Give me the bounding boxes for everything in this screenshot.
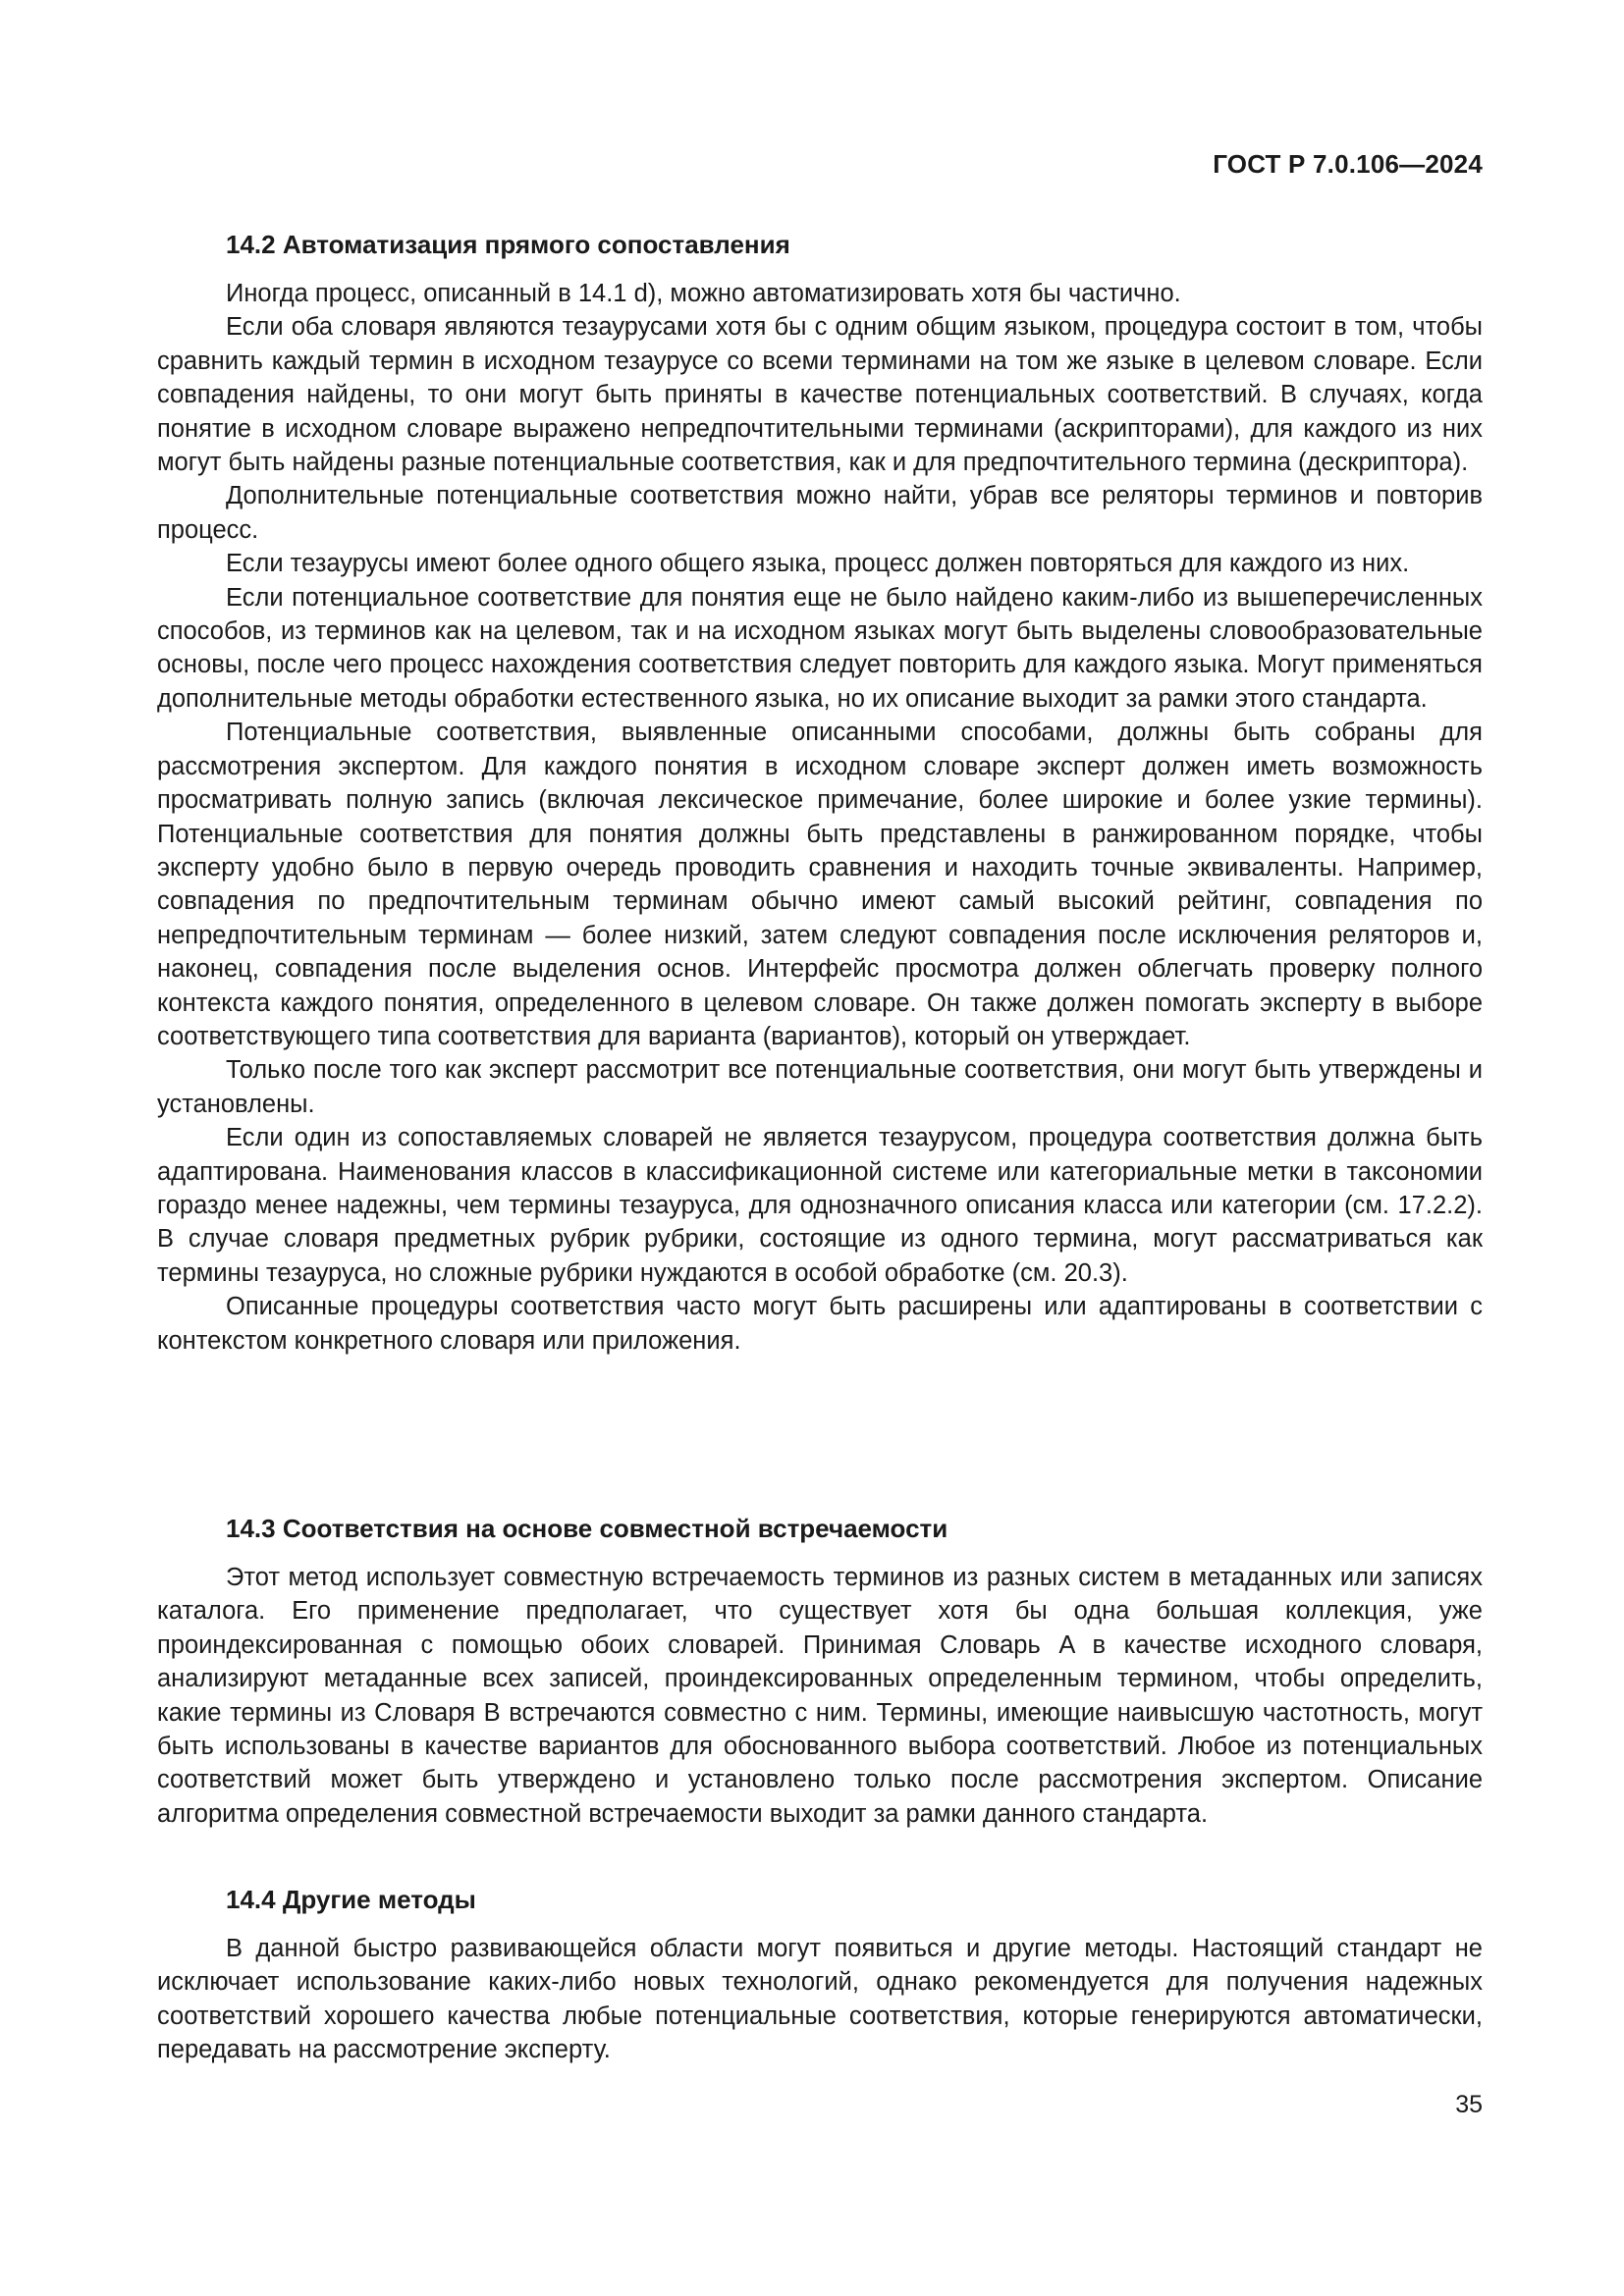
paragraph: Если тезаурусы имеют более одного общего языка, процесс должен повторяться для каждого из них. [226,550,1410,578]
page-number: 35 [1455,2091,1483,2118]
paragraph: Только после того как эксперт рассмотрит все потенциальные соответствия, они могут быть утверждены и установлены. [157,1056,1483,1118]
paragraph: Если потенциальное соответствие для понятия еще не было найдено каким-либо из вышеперечисленных способов, из терминов как на целевом, так и на исходном языках могут быть выделены словообразовательные основы, после чего процесс нахождения соответствия следует повторить для каждого языка. Могут применяться дополнительные методы обработки естественного языка, но их описание выходит за рамки этого стандарта. [157,583,1483,713]
section-14-2 [157,228,1483,1358]
section-title: 14.2 Автоматизация прямого сопоставления [226,230,790,259]
section-title: 14.3 Соответствия на основе совместной встречаемости [226,1514,948,1543]
paragraph: Этот метод использует совместную встречаемость терминов из разных систем в метаданных или записях каталога. Его применение предполагает, что существует хотя бы одна большая коллекция, уже проиндексированная с помощью обоих словарей. Принимая Словарь A в качестве исходного словаря, анализируют метаданные всех записей, проиндексированных определенным термином, чтобы определить, какие термины из Словаря B встречаются совместно с ним. Термины, имеющие наивысшую частотность, могут быть использованы в качестве вариантов для обоснованного выбора соответствий. Любое из потенциальных соответствий может быть утверждено и установлено только после рассмотрения экспертом. Описание алгоритма определения совместной встречаемости выходит за рамки данного стандарта. [157,1564,1483,1828]
paragraph: Описанные процедуры соответствия часто могут быть расширены или адаптированы в соответствии с контекстом конкретного словаря или приложения. [157,1293,1483,1355]
paragraph: Дополнительные потенциальные соответствия можно найти, убрав все реляторы терминов и повторив процесс. [157,482,1483,544]
paragraph: Потенциальные соответствия, выявленные описанными способами, должны быть собраны для рассмотрения экспертом. Для каждого понятия в исходном словаре эксперт должен иметь возможность просматривать полную запись (включая лексическое примечание, более широкие и более узкие термины). Потенциальные соответствия для понятия должны быть представлены в ранжированном порядке, чтобы эксперту удобно было в первую очередь проводить сравнения и находить точные эквиваленты. Например, совпадения по предпочтительным терминам обычно имеют самый высокий рейтинг, совпадения по непредпочтительным терминам — более низкий, затем следуют совпадения после исключения реляторов и, наконец, совпадения после выделения основ. Интерфейс просмотра должен облегчать проверку полного контекста каждого понятия, определенного в целевом словаре. Он также должен помогать эксперту в выборе соответствующего типа соответствия для варианта (вариантов), который он утверждает. [157,719,1483,1050]
paragraph: Если один из сопоставляемых словарей не является тезаурусом, процедура соответствия должна быть адаптирована. Наименования классов в классификационной системе или категориальные метки в таксономии гораздо менее надежны, чем термины тезауруса, для однозначного описания класса или категории (см. 17.2.2). В случае словаря предметных рубрик рубрики, состоящие из одного термина, могут рассматриваться как термины тезауруса, но сложные рубрики нуждаются в особой обработке (см. 20.3). [157,1124,1483,1287]
section-14-3 [157,1512,1483,1831]
paragraph: В данной быстро развивающейся области могут появиться и другие методы. Настоящий стандарт не исключает использование каких-либо новых технологий, однако рекомендуется для получения надежных соответствий хорошего качества любые потенциальные соответствия, которые генерируются автоматически, передавать на рассмотрение эксперту. [157,1935,1483,2064]
section-14-4 [157,1883,1483,2067]
section-title: 14.4 Другие методы [226,1885,476,1914]
document-header-standard: ГОСТ Р 7.0.106—2024 [1213,149,1483,179]
paragraph: Иногда процесс, описанный в 14.1 d), можно автоматизировать хотя бы частично. [226,280,1181,307]
paragraph: Если оба словаря являются тезаурусами хотя бы с одним общим языком, процедура состоит в том, чтобы сравнить каждый термин в исходном тезаурусе со всеми терминами на том же языке в целевом словаре. Если совпадения найдены, то они могут быть приняты в качестве потенциальных соответствий. В случаях, когда понятие в исходном словаре выражено непредпочтительными терминами (аскрипторами), для каждого из них могут быть найдены разные потенциальные соответствия, как и для предпочтительного термина (дескриптора). [157,313,1483,477]
